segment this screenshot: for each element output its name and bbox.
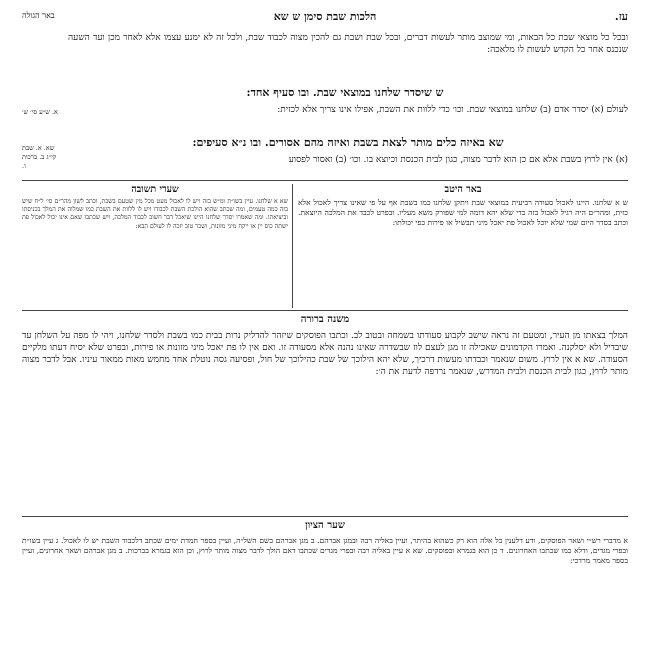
siman-300-margin-note: א. ש״ע סי׳ ש׳ <box>22 108 58 116</box>
siman-300-text: לעולם (א) יסדר אדם (ב) שלחנו במוצאי שבת. וכו׳ כדי ללוות את השבת, אפילו אינו צריך אלא לכזית: <box>277 105 628 115</box>
shaar-hatziyun-heading: שער הציון <box>305 520 345 531</box>
beer-heitev-text: ש א שלחנו. היינו לאכול סעודה רביעית במוצאי שבת ויתקן שלחנו כמו בשבת אף על פי שאינו צריך לאכול אלא כזית, ומהר״ם היה רגיל לאכול בזה כדי שלא יהא דומה למי שפורק משא מעליו. ובפרט לכבד את המלכה היוצאת. וכתב בסדר היום שמי שלא יוכל לאכול פת יאכל מיני תבשיל או פירות כפי יכולתו: <box>298 198 628 227</box>
mishna-berura-text: המלך בצאתו מן העיר, ומטעם זה נראה שישב לקבוע סעודתו בשמחה ובטוב לב. וכתבו הפוסקים שיזהר להדליק נרות בבית כמו בשבת ולסדר שלחנו, ויהי לו מפה על השלחן עד שיבדיל ולא יסלקנה. ואמרו הקדמונים שאכילה זו מגן לעצם לוז שבשדרה שאינו נהנה אלא מסעודה זו. ואם אין לו פת יאכל מיני מזונות או פירות, ובפרט שלא יסיח דעתו מלקיים הסעודה. שא א אין לרוץ. משום שנאמר וכבדתו מעשות דרכיך, שלא יהא הילוכך של שבת כהילוכך של חול, ופסיעה גסה נוטלת אחד מחמש מאות ממאור עיניו. אבל לדבר מצוה מותר לרוץ, כגון לבית הכנסת ולבית המדרש, שנאמר נרדפה לדעת את ה׳: <box>22 331 628 377</box>
siman-301-text: (א) אין לרוץ בשבת אלא אם כן הוא לדבר מצוה, כגון לבית הכנסת וכיוצא בו. וכו׳ (ב) ואסור לפסוע <box>288 155 628 165</box>
siman-301-heading: שא באיזה כלים מותר לצאת בשבת ואיזה מהם אסורים. ובו נ״א סעיפים: <box>192 136 504 149</box>
siman-301-margin-note: שא. א. שבת קי״ג ב. ברכות ו. <box>22 144 57 170</box>
shaarei-teshuva-text: שא א שלחנו. עיין בשו״ת ומ״ש בזה ויש לו לאכול מעט מכל מין שטעם בשבת, וכתב לשון מהר״ם סי׳ ל״ח שיש בזה כמה טעמים, ומה שכתב שהוא הולכת השבת לכבודו ויש לו ללוות את השבת כמו שמלוה את המלך בכניסתו וביציאתו. ומה שאמרו יסדר שלחנו היינו שיאכל דבר חשוב לכבוד המלכה, ויש שכתבו שאם אינו יכול לאכול פת ישתה כוס יין או ייקח מיני מזונות, ושכר טוב יזכה לו לעולם הבא: <box>22 198 288 230</box>
page-number: עז. <box>614 10 628 23</box>
mishna-berura-heading: משנה ברורה <box>300 314 350 325</box>
page-header <box>22 10 628 28</box>
document-page <box>22 8 628 642</box>
column-divider <box>292 184 293 308</box>
siman-300-heading: ש שיסדר שלחנו במוצאי שבת. ובו סעיף אחד: <box>246 86 444 99</box>
page-title: הלכות שבת סימן ש שא <box>273 10 377 23</box>
header-reference: באר הגולה <box>22 11 55 20</box>
shaarei-teshuva-heading: שערי תשובה <box>131 184 179 195</box>
beer-heitev-heading: באר היטב <box>444 184 482 195</box>
section-divider <box>22 516 628 517</box>
shaar-hatziyun-text: א מדברי רש״י ושאר הפוסקים, ודע דלענין כל אלה הוא רק כשהוא בהיתר, ועיין באליה רבה ובמגן אברהם. ב מגן אברהם בשם השל״ה, ועיין בספר חמדת ימים שכתב דלכבוד השבת יש לו לאכול. ג עיין בשו״ת ובפרי מגדים, ודלא כמו שכתבו האחרונים. ד כן הוא בגמרא ובפוסקים. שא א עיין באליה רבה ובפרי מגדים שכתבו דאם הולך לדבר מצוה מותר לרוץ, וכן הוא בגמרא בברכות. ב מגן אברהם ושאר אחרונים, ועיין בספר מאמר מרדכי: <box>22 536 628 565</box>
section-divider <box>22 180 628 181</box>
section-divider <box>22 310 628 311</box>
intro-paragraph: ובכל כל מוצאי שבת כל הבאות, ומי שמוצב מותר לעשות דברים, ובכל שבת ושבת גם להכין מצוה לכבוד שבת, ולכל זה לא ימנע עצמו אלא לאחר מכן ועד השעה שנכנס אחר כל הקדש לעשות לו מלאכה: <box>68 33 628 55</box>
